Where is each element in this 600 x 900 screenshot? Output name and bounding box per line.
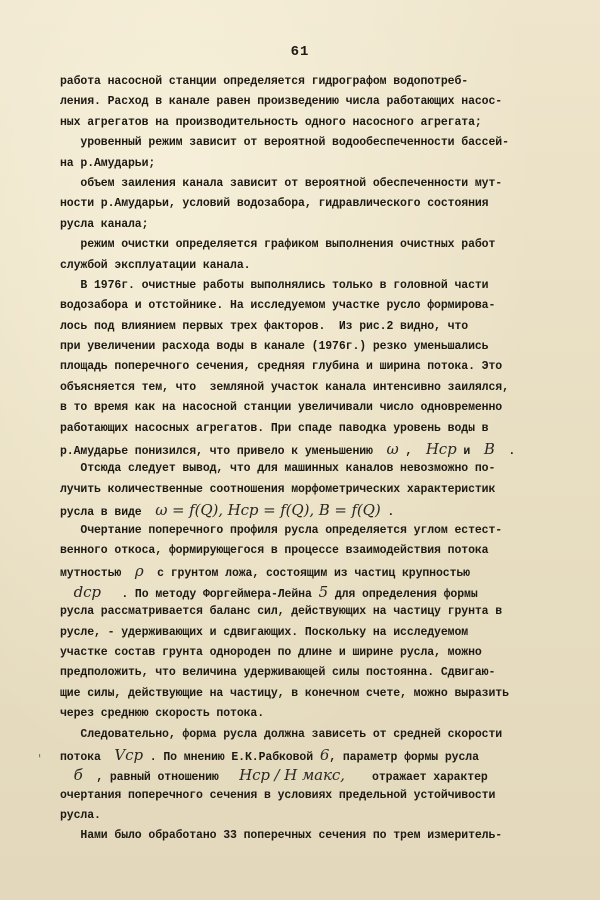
margin-mark: ' [38,752,42,766]
text-line: В 1976г. очистные работы выполнялись только в головной части [60,278,489,292]
text-line: уровенный режим зависит от вероятной водообеспеченности бассей- [60,136,509,150]
handwritten-symbol: б [73,766,83,785]
text-line: работа насосной станции определяется гидрографом водопотреб- [60,75,469,88]
handwritten-symbol: ω [386,440,399,459]
text-line: Очертание поперечного профиля русла определяется углом естест- [60,523,503,537]
text-line: объясняется тем, что земляной участок канала интенсивно заилялся, [60,380,509,394]
text-line: русла канала; [60,217,149,231]
handwritten-symbol: ω = f(Q), Hср = f(Q), B = f(Q) [155,501,381,520]
text-line: очертания поперечного сечения в условиях предельной устойчивости [60,788,496,802]
text-line: через среднюю скорость потока. [60,707,265,721]
text-line: площадь поперечного сечения, средняя глубина и ширина потока. Это [60,360,503,374]
page-number: 61 [290,44,310,60]
text-line: лучить количественные соотношения морфометрических характеристик [60,482,496,496]
text-line: русла рассматривается баланс сил, действующих на частицу грунта в [60,605,503,619]
text-line: мутностью ρ с грунтом ложа, состоящим из частиц крупностью [60,562,470,581]
handwritten-symbol: Vср [114,745,143,764]
text-line: б , равный отношению Hср / H макс, отражает характер [73,766,488,785]
typewritten-text [60,72,560,847]
handwritten-symbol: Hср / H макс, [239,766,345,785]
text-line: Нами было обработано 33 поперечных сечения по трем измеритель- [60,829,503,843]
text-line: Следовательно, форма русла должна зависеть от средней скорости [60,727,503,741]
text-line: щие силы, действующие на частицу, в конечном счете, можно выразить [60,686,509,700]
text-line: при увеличении расхода воды в канале (1976г.) резко уменьшались [60,340,489,354]
handwritten-symbol: 5 [318,582,329,601]
text-line: работающих насосных агрегатов. При спаде паводка уровень воды в [60,421,489,435]
text-line: участке состав грунта однороден по длине и ширине русла, можно [60,645,482,659]
handwritten-symbol: B [483,440,495,459]
handwritten-symbol: ρ [134,562,144,581]
text-line: ных агрегатов на производительность одного насосного агрегата; [60,115,482,129]
text-line: р.Амударье понизился, что привело к уменьшению ω , Hср и B . [60,440,516,459]
text-line: режим очистки определяется графиком выполнения очистных работ [60,238,496,252]
text-line: русла в виде ω = f(Q), Hср = f(Q), B = f(Q) . [60,501,395,520]
text-line: ления. Расход в канале равен произведению числа работающих насос- [60,95,503,109]
text-line: dср . По методу Форгеймера-Лейна 5 для определения формы [73,582,478,601]
text-line: потока Vср . По мнению Е.К.Рабковой 6, параметр формы русла [60,745,479,764]
handwritten-symbol: dср [73,582,101,601]
text-line: предположить, что величина удерживающей силы постоянна. Сдвигаю- [60,666,496,680]
text-line: лось под влиянием первых трех факторов. Из рис.2 видно, что [60,319,469,333]
text-line: на р.Амударьи; [60,156,156,170]
text-line: в то время как на насосной станции увеличивали число одновременно [60,401,503,415]
handwritten-symbol: 6 [319,745,330,764]
text-line: службой эксплуатации канала. [60,258,251,272]
text-line: объем заиления канала зависит от вероятной обеспеченности мут- [60,176,503,190]
text-line: русле, - удерживающих и сдвигающих. Поскольку на исследуемом [60,625,469,639]
text-line: ности р.Амударьи, условий водозабора, гидравлического состояния [60,197,489,211]
text-line: русла. [60,809,101,823]
text-line: венного откоса, формирующегося в процессе взаимодействия потока [60,543,489,557]
text-line: водозабора и отстойнике. На исследуемом участке русло формирова- [60,299,496,313]
handwritten-symbol: Hср [425,440,457,459]
text-line: Отсюда следует вывод, что для машинных каналов невозможно по- [60,462,496,476]
